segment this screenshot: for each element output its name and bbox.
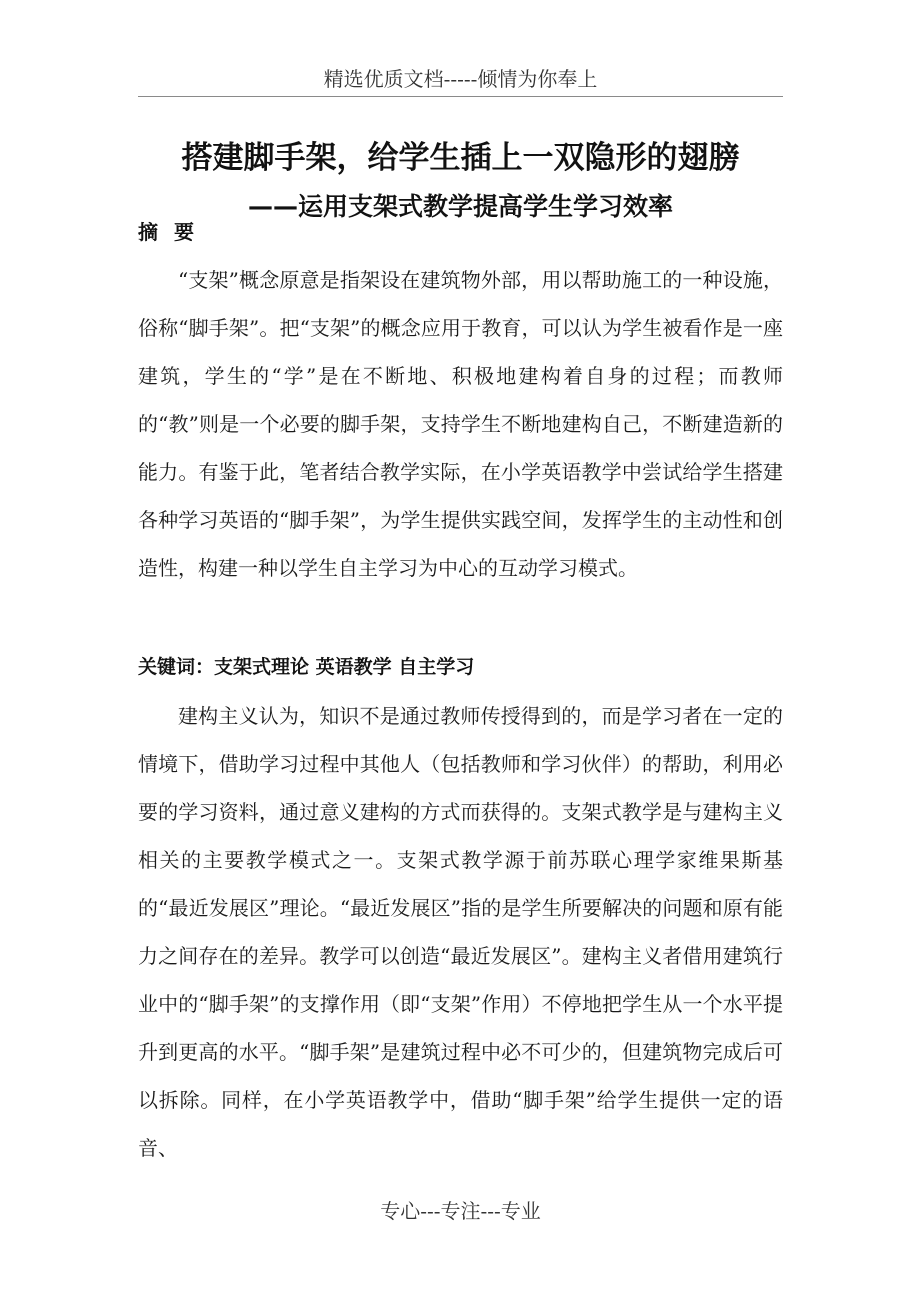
page-footer: 专心---专注---专业 (380, 1199, 541, 1223)
document-title: 搭建脚手架，给学生插上一双隐形的翅膀 (181, 139, 740, 176)
abstract-heading: 摘要 (138, 220, 210, 244)
document-subtitle: ——运用支架式教学提高学生学习效率 (247, 191, 673, 221)
keywords-line: 关键词：支架式理论 英语教学 自主学习 (138, 656, 475, 678)
page-header: 精选优质文档-----倾情为你奉上 (323, 67, 598, 91)
body-paragraph: 建构主义认为，知识不是通过教师传授得到的，而是学习者在一定的情境下，借助学习过程中其他人（包括教师和学习伙伴）的帮助，利用必要的学习资料，通过意义建构的方式而获得的。支架式教学是与建构主义相关的主要教学模式之一。支架式教学源于前苏联心理学家维果斯基的“最近发展区”理论。“最近发展区”指的是学生所要解决的问题和原有能力之间存在的差异。教学可以创造“最近发展区”。建构主义者借用建筑行业中的“脚手架”的支撑作用（即“支架”作用）不停地把学生从一个水平提升到更高的水平。“脚手架”是建筑过程中必不可少的，但建筑物完成后可以拆除。同样，在小学英语教学中，借助“脚手架”给学生提供一定的语音、 (138, 704, 783, 1160)
abstract-paragraph: “支架”概念原意是指架设在建筑物外部，用以帮助施工的一种设施，俗称“脚手架”。把“支架”的概念应用于教育，可以认为学生被看作是一座建筑，学生的“学”是在不断地、积极地建构着自身的过程；而教师的“教”则是一个必要的脚手架，支持学生不断地建构自己，不断建造新的能力。有鉴于此，笔者结合教学实际，在小学英语教学中尝试给学生搭建各种学习英语的“脚手架”，为学生提供实践空间，发挥学生的主动性和创造性，构建一种以学生自主学习为中心的互动学习模式。 (138, 268, 783, 580)
header-divider (138, 96, 783, 97)
